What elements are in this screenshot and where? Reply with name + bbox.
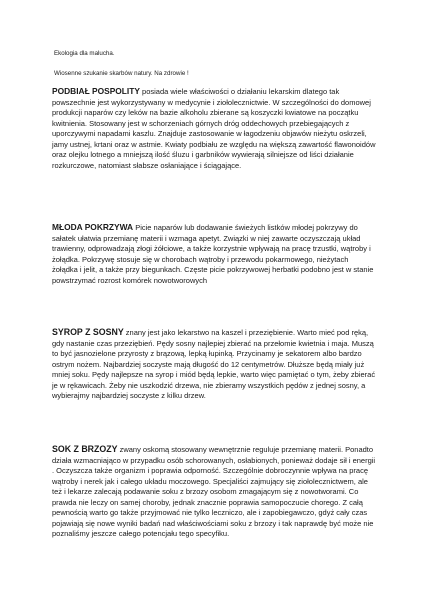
- document-title: Ekologia dla malucha.: [54, 50, 115, 57]
- section-sok: [52, 444, 376, 540]
- section-heading: SYROP Z SOSNY: [52, 327, 124, 337]
- section-heading: SOK Z BRZOZY: [52, 444, 118, 454]
- section-podbial: [52, 86, 376, 171]
- section-body: posiada wiele właściwości o działaniu lekarskim dlatego tak powszechnie jest wykorzystywany w medycynie i ziołolecznictwie. W szczególności do domowej produkcji naparów czy leków na bazie alkoholu zbierane są koszyczki kwiatowe na początku kwitnienia. Stosowany jest w schorzeniach górnych dróg oddechowych przebiegających z uporczywymi napadami kaszlu. Znajduje zastosowanie w łagodzeniu objawów nieżytu oskrzeli, jamy ustnej, krtani oraz w astmie. Kwiaty podbiału ze względu na większą zawartość flawonoidów oraz olejku lotnego a mniejszą ilość śluzu i garbników wywierają silniejsze od liści działanie rozkurczowe, natomiast słabsze osłaniające i ściągające.: [52, 87, 376, 170]
- document-subtitle: Wiosenne szukanie skarbów natury. Na zdrowie !: [54, 70, 189, 77]
- section-heading: PODBIAŁ POSPOLITY: [52, 86, 140, 96]
- section-body: znany jest jako lekarstwo na kaszel i przeziębienie. Warto mieć pod ręką, gdy nastanie czas przeziębień. Pędy sosny najlepiej zbierać na przełomie kwietnia i maja. Muszą to być jasnozielone przyrosty z brązową, lepką łupinką. Przycinamy je sekatorem albo bardzo ostrym nożem. Najbardziej soczyste mają długość do 12 centymetrów. Dłuższe będą miały już mniej soku. Pędy najlepsze na syrop i miód będą lepkie, warto więc pamiętać o tym, żeby zbierać je w rękawicach. Żeby nie uszkodzić drzewa, nie zbieramy wszystkich pędów z jednej sosny, a wybierajmy najbardziej soczyste z kilku drzew.: [52, 328, 376, 400]
- section-heading: MŁODA POKRZYWA: [52, 222, 134, 232]
- section-body: Picie naparów lub dodawanie świeżych listków młodej pokrzywy do sałatek ułatwia przemianę materii i wzmaga apetyt. Związki w niej zawarte oczyszczają układ trawienny, odprowadzają złogi żółciowe, a także korzystnie wpływają na pracę trzustki, wątroby i żołądka. Pokrzywę stosuje się w chorobach wątroby i przewodu pokarmowego, nieżytach żołądka i jelit, a także przy biegunkach. Częste picie pokrzywowej herbatki podobno jest w stanie powstrzymać rozrost komórek nowotworowych: [52, 223, 374, 285]
- section-body: zwany oskomą stosowany wewnętrznie reguluje przemianę materii. Ponadto działa wzmacniająco w przypadku osób schorowanych, osłabionych, ponieważ dodaje sił i energii . Oczyszcza także organizm i poprawia odporność. Szczególnie dobroczynnie wpływa na pracę wątroby i nerek jak i całego układu moczowego. Specjaliści zajmujący się ziołolecznictwem, ale też i lekarze zalecają podawanie soku z brzozy osobom zmagającym się z nowotworami. Co prawda nie leczy on samej choroby, jednak znacznie poprawia samopoczucie chorego. Z całą pewnością warto go także przyjmować nie tylko leczniczo, ale i zapobiegawczo, gdyż cały czas pojawiają się nowe wyniki badań nad właściwościami soku z brzozy i tak naprawdę być może nie poznaliśmy jeszcze całego potencjału tego specyfiku.: [52, 445, 376, 538]
- section-syrop: [52, 327, 376, 402]
- section-pokrzywa: [52, 222, 376, 286]
